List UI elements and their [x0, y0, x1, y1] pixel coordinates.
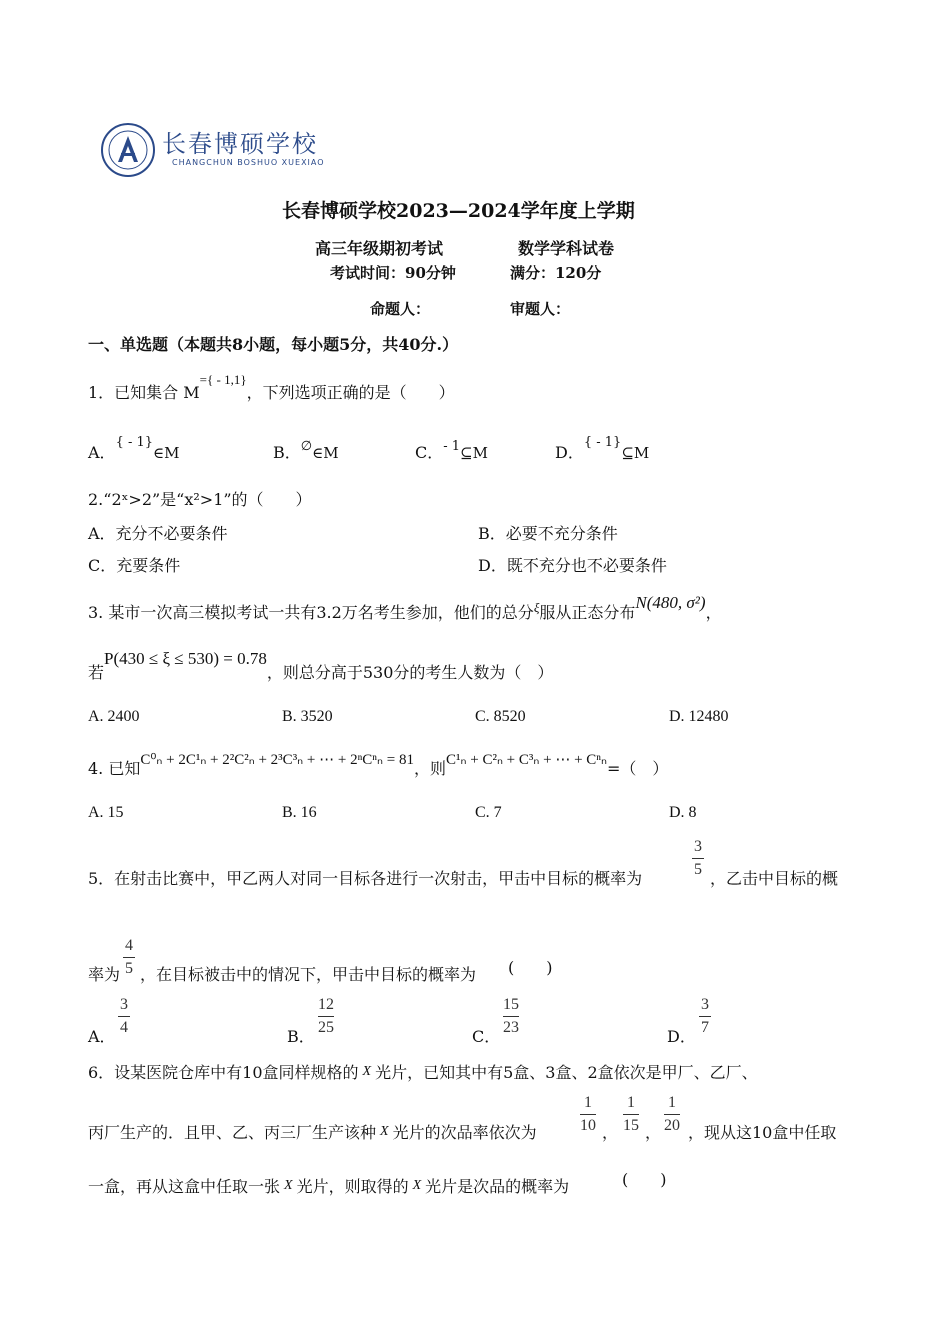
q5-option-d-frac: 3 7: [701, 996, 709, 1036]
q5-option-d-label: D．: [667, 1027, 696, 1046]
q5-option-b-frac: 12 25: [318, 996, 334, 1036]
q6-line2-pre: 丙厂生产的．且甲、乙、丙三厂生产该种 X 光片的次品率依次为: [88, 1123, 537, 1142]
q5-line2-post: ，在目标被击中的情况下，甲击中目标的概率为: [140, 965, 477, 984]
school-seal-icon: [100, 122, 156, 178]
exam-score: 满分：120分: [510, 264, 602, 282]
q1-stem-post: ，下列选项正确的是（ ）: [246, 383, 455, 402]
q1-b-emptyset: ∅: [300, 439, 313, 454]
q3-xi: ξ: [533, 600, 540, 615]
q3-option-a: A. 2400: [88, 708, 140, 725]
exam-subject: 数学学科试卷: [518, 239, 615, 258]
q3-option-d: D. 12480: [669, 708, 729, 725]
q5-option-c-label: C．: [472, 1027, 501, 1046]
q6-frac-1-10: 1 10: [580, 1094, 596, 1134]
q1-option-a: A．$^{\{ - 1\}}$∈M: [88, 435, 180, 462]
q3-distribution: N(480, σ²): [635, 593, 706, 612]
reviewer-label: 审题人：: [510, 300, 571, 318]
q6-comma-2: ，: [645, 1123, 662, 1142]
q2-option-b: B．必要不充分条件: [478, 524, 618, 543]
q5-frac-4-5: 4 5: [125, 937, 133, 977]
q5-option-b-label: B．: [287, 1027, 315, 1046]
q6-line2-post: ，现从这10盒中任取: [688, 1123, 837, 1142]
q6-x: X: [362, 1064, 372, 1079]
q3-option-c: C. 8520: [475, 708, 526, 725]
q2-stem: 2.“2ˣ>2”是“x²>1”的（ ）: [88, 490, 312, 509]
school-logo: [100, 120, 340, 180]
q4-option-c: C. 7: [475, 804, 502, 821]
q3-line1: 3. 某市一次高三模拟考试一共有3.2万名考生参加，他们的总分$^\xi$服从正态分布N(480, σ²)，: [88, 593, 722, 622]
q4-option-a: A. 15: [88, 804, 124, 821]
q2-option-d: D．既不充分也不必要条件: [478, 556, 667, 575]
q4-expr1: C⁰ₙ + 2C¹ₙ + 2²C²ₙ + 2³C³ₙ + ⋯ + 2ⁿCⁿₙ = 81: [140, 752, 414, 768]
q1-stem-pre: 1．已知集合 M: [88, 383, 200, 402]
q1-stem: [88, 372, 455, 403]
q1-option-d: D．$^{\{ - 1\}}$⊆M: [555, 435, 650, 462]
section-heading: 一、单选题（本题共8小题，每小题5分，共40分.）: [88, 335, 459, 354]
logo-en-name: CHANGCHUN BOSHUO XUEXIAO: [172, 158, 325, 167]
q3-option-b: B. 3520: [282, 708, 333, 725]
q5-line1-pre: 5．在射击比赛中，甲乙两人对同一目标各进行一次射击，甲击中目标的概率为: [88, 869, 643, 888]
q4-option-d: D. 8: [669, 804, 697, 821]
q4-stem: 4. 已知C⁰ₙ + 2C¹ₙ + 2²C²ₙ + 2³C³ₙ + ⋯ + 2ⁿCⁿₙ = 81，则C¹ₙ + C²ₙ + C³ₙ + ⋯ + Cⁿₙ=（ ）: [88, 752, 669, 778]
q1-option-b: B．∅∈M: [273, 439, 339, 462]
q4-expr2: C¹ₙ + C²ₙ + C³ₙ + ⋯ + Cⁿₙ: [446, 752, 607, 768]
q5-line1-post: ，乙击中目标的概: [710, 869, 839, 888]
exam-time: 考试时间：90分钟: [330, 264, 456, 282]
q1-c-val: - 1: [443, 439, 461, 454]
q6-answer-paren: ( ): [622, 1170, 667, 1189]
author-label: 命题人：: [370, 300, 431, 318]
q6-line1: 6．设某医院仓库中有10盒同样规格的 X 光片，已知其中有5盒、3盒、2盒依次是甲厂、乙厂、: [88, 1063, 758, 1082]
q2-option-a: A．充分不必要条件: [88, 524, 228, 543]
q4-option-b: B. 16: [282, 804, 317, 821]
q6-line3: 一盒，再从这盒中任取一张 X 光片，则取得的 X 光片是次品的概率为: [88, 1177, 570, 1196]
q1-set: ={ - 1,1}: [199, 372, 247, 387]
q2-option-c: C．充要条件: [88, 556, 181, 575]
q5-option-a-frac: 3 4: [120, 996, 128, 1036]
q5-option-a-label: A．: [88, 1027, 116, 1046]
q5-frac-3-5: 3 5: [694, 838, 702, 878]
q1-option-c: C．$^{- 1}$⊆M: [415, 439, 488, 462]
q6-frac-1-20: 1 20: [664, 1094, 680, 1134]
q3-line2: 若P(430 ≤ ξ ≤ 530) = 0.78，则总分高于530分的考生人数为（ ）: [88, 649, 554, 682]
q6-frac-1-15: 1 15: [623, 1094, 639, 1134]
exam-title: 长春博硕学校2023—2024学年度上学期: [282, 200, 635, 222]
q5-option-c-frac: 15 23: [503, 996, 519, 1036]
q5-line2-pre: 率为: [88, 965, 121, 984]
q5-answer-paren: ( ): [508, 958, 553, 977]
q3-probability: P(430 ≤ ξ ≤ 530) = 0.78: [104, 649, 267, 668]
q6-comma-1: ，: [602, 1123, 619, 1142]
logo-cn-name: 长春博硕学校: [162, 130, 318, 158]
exam-grade: 高三年级期初考试: [315, 239, 444, 258]
q1-a-set: { - 1}: [115, 435, 154, 450]
q1-d-set: { - 1}: [583, 435, 622, 450]
